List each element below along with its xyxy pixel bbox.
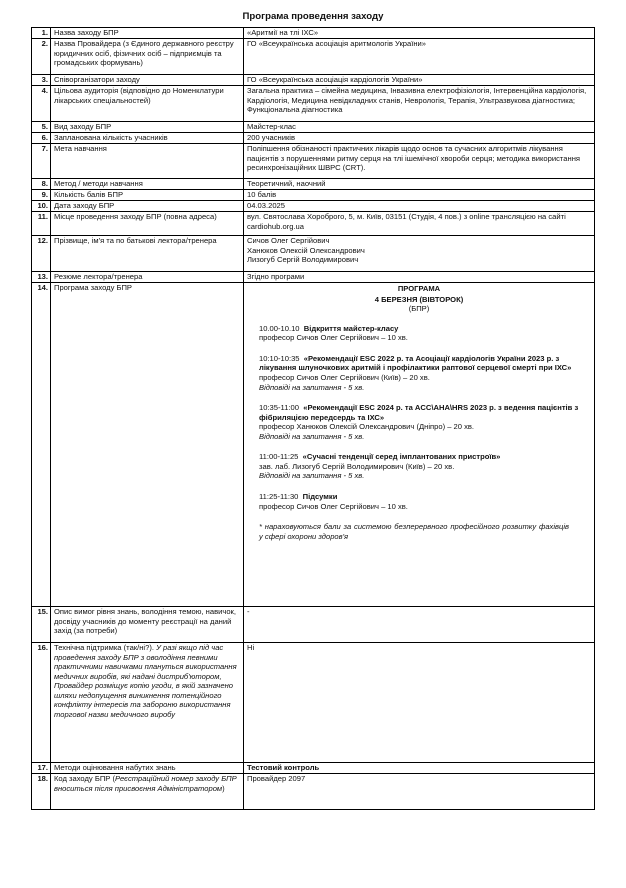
table-row — [32, 122, 595, 133]
table-row — [32, 201, 595, 212]
row-number: 15. — [32, 607, 51, 643]
row-value: ГО «Всеукраїнська асоціація аритмологів України» — [244, 39, 595, 75]
row-number: 3. — [32, 75, 51, 86]
program-entry — [259, 403, 585, 441]
entry-time: 10.00-10.10 — [259, 323, 300, 333]
row-label: Назва заходу БПР — [51, 28, 244, 39]
row-label: Резюме лектора/тренера — [51, 272, 244, 283]
table-row — [32, 643, 595, 763]
table-row — [32, 133, 595, 144]
row-number: 11. — [32, 212, 51, 236]
table-row — [32, 774, 595, 810]
row-label: Місце проведення заходу БПР (повна адреса) — [51, 212, 244, 236]
row-label: Дата заходу БПР — [51, 201, 244, 212]
row-number: 7. — [32, 144, 51, 179]
row-value: Згідно програми — [244, 272, 595, 283]
row-number: 13. — [32, 272, 51, 283]
lecturer-name: Лизогуб Сергій Володимирович — [247, 255, 359, 265]
row-number: 12. — [32, 236, 51, 272]
program-footnote: * нараховуються бали за системою безперервного професійного розвитку фахівців у сфері охорони здоров'я — [259, 522, 569, 541]
program-table — [31, 27, 595, 810]
row-value: Ні — [244, 643, 595, 763]
row-label: Методи оцінювання набутих знань — [51, 763, 244, 774]
row-number: 8. — [32, 179, 51, 190]
table-row — [32, 190, 595, 201]
row-value: 04.03.2025 — [244, 201, 595, 212]
program-subtitle: (БПР) — [408, 304, 430, 314]
program-heading: ПРОГРАМА — [397, 284, 441, 293]
row-label — [51, 643, 244, 763]
row-number: 5. — [32, 122, 51, 133]
row-value: Теоретичний, наочний — [244, 179, 595, 190]
program-entry — [259, 354, 585, 392]
row-label: Прізвище, ім'я та по батькові лектора/тренера — [51, 236, 244, 272]
entry-title: «Рекомендації ESC 2022 р. та Асоціації кардіологів України 2023 р. з лікування шлуночкових аритмій і профілактики раптової серцевої смерті при ІХС» — [259, 353, 572, 373]
row-number: 4. — [32, 86, 51, 122]
row-value: - — [244, 607, 595, 643]
entry-speaker: зав. лаб. Лизогуб Сергій Володимирович (Київ) – 20 хв. — [259, 461, 455, 471]
table-row — [32, 272, 595, 283]
row-number: 9. — [32, 190, 51, 201]
table-row — [32, 763, 595, 774]
table-row — [32, 28, 595, 39]
row-label: Запланована кількість учасників — [51, 133, 244, 144]
program-entry — [259, 324, 585, 343]
page-title: Програма проведення заходу — [242, 11, 384, 22]
entry-qa: Відповіді на запитання - 5 хв. — [259, 471, 365, 481]
table-row — [32, 179, 595, 190]
row-label: Програма заходу БПР — [51, 283, 244, 607]
entry-speaker: професор Сичов Олег Сергійович (Київ) – 20 хв. — [259, 372, 430, 382]
row-number: 1. — [32, 28, 51, 39]
entry-title: Відкриття майстер-класу — [303, 323, 399, 333]
row-value: «Аритмії на тлі ІХС» — [244, 28, 595, 39]
row-label: Опис вимог рівня знань, володіння темою, навичок, досвіду учасників до моменту реєстрації на даний захід (за потреби) — [51, 607, 244, 643]
table-row — [32, 236, 595, 272]
entry-qa: Відповіді на запитання - 5 хв. — [259, 431, 365, 441]
entry-time: 11:25-11:30 — [259, 492, 299, 501]
row-value: Поліпшення обізнаності практичних лікарів щодо основ та сучасних алгоритмів лікування пацієнтів з порушеннями ритму серця на тлі ішемічної хвороби серця; методика використання ресинхронізаційних ШВРС (CRT). — [244, 144, 595, 179]
row-value: Тестовий контроль — [244, 763, 595, 774]
row-number: 17. — [32, 763, 51, 774]
table-row — [32, 144, 595, 179]
row-value: Майстер-клас — [244, 122, 595, 133]
row-label: Назва Провайдера (з Єдиного державного реєстру юридичних осіб, фізичних осіб – підприємців та громадських формувань) — [51, 39, 244, 75]
entry-speaker: професор Ханюков Олексій Олександрович (Дніпро) – 20 хв. — [259, 422, 475, 432]
entry-title: «Рекомендації ESC 2024 р. та ACC\AHA\HRS 2023 р. з ведення пацієнтів з фібриляцією передсердь та ІХС» — [259, 403, 579, 422]
table-row — [32, 283, 595, 607]
entry-speaker: професор Сичов Олег Сергійович – 10 хв. — [259, 333, 408, 343]
entry-time: 10:35-11:00 — [259, 403, 299, 413]
row-number: 16. — [32, 643, 51, 763]
row-label: Мета навчання — [51, 144, 244, 179]
row-value: 10 балів — [244, 190, 595, 201]
row-number: 14. — [32, 283, 51, 607]
row-number: 6. — [32, 133, 51, 144]
table-row — [32, 75, 595, 86]
row-value: 200 учасників — [244, 133, 595, 144]
lecturer-name: Сичов Олег Сергійович — [247, 236, 330, 245]
row-number: 2. — [32, 39, 51, 75]
program-entry — [259, 452, 585, 481]
lecturer-name: Ханюков Олексій Олександрович — [247, 245, 365, 255]
row-value: Загальна практика – сімейна медицина, Інвазивна електрофізіологія, Інтервенційна кардіологія, Кардіологія, Медицина невідкладних станів, Неврологія, Терапія, Ультразвукова діагностика; Функціональна діагностика — [244, 86, 595, 122]
program-date: 4 БЕРЕЗНЯ (ВІВТОРОК) — [374, 294, 464, 304]
label-text: Технічна підтримка (так/ні?). — [54, 643, 157, 652]
program-entry — [259, 492, 585, 511]
row-value: Провайдер 2097 — [244, 774, 595, 810]
entry-qa: Відповіді на запитання - 5 хв. — [259, 382, 365, 392]
table-row — [32, 607, 595, 643]
entry-title: «Сучасні тенденції серед імплантованих пристроїв» — [302, 452, 501, 462]
table-row — [32, 39, 595, 75]
entry-time: 10:10-10:35 — [259, 353, 300, 363]
row-value: вул. Святослава Хороброго, 5, м. Київ, 03151 (Студія, 4 пов.) з online трансляцією на сайті cardiohub.org.ua — [244, 212, 595, 236]
row-value — [244, 236, 595, 272]
row-label: Вид заходу БПР — [51, 122, 244, 133]
label-text: Код заходу БПР ( — [54, 774, 115, 783]
row-label — [51, 774, 244, 810]
table-row — [32, 86, 595, 122]
program-cell — [244, 283, 595, 607]
row-value: ГО «Всеукраїнська асоціація кардіологів України» — [244, 75, 595, 86]
row-label: Метод / методи навчання — [51, 179, 244, 190]
row-label: Кількість балів БПР — [51, 190, 244, 201]
table-row — [32, 212, 595, 236]
row-number: 10. — [32, 201, 51, 212]
row-label: Співорганізатори заходу — [51, 75, 244, 86]
entry-speaker: професор Сичов Олег Сергійович – 10 хв. — [259, 501, 408, 511]
row-label: Цільова аудиторія (відповідно до Номенклатури лікарських спеціальностей) — [51, 86, 244, 122]
label-italic-text: У разі якщо під час проведення заходу БПР з оволодіння певними практичними навичками плануться використання медичних виробів, які надані дистриб'ютором, Провайдер розміщує копію угоди, в якій зазначено шляхи недопущення виникнення потенційного конфлікту інтересів та забороню використання торгової назви медичного виробу — [54, 643, 237, 719]
entry-title: Підсумки — [302, 492, 338, 501]
row-number: 18. — [32, 774, 51, 810]
entry-time: 11:00-11:25 — [259, 452, 299, 462]
label-italic-text: Реєстраційний номер заходу БПР вноситься після присвоєння Адміністратором — [54, 774, 237, 793]
label-text-end: ) — [222, 783, 225, 793]
